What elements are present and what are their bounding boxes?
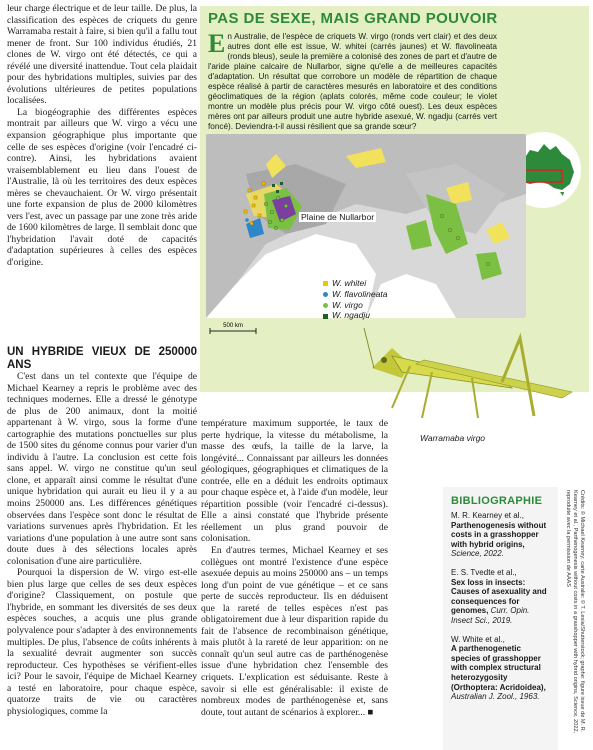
paragraph: leur charge électrique et de leur taille. De plus, la classification des espèces de criquets du genre Warramaba restait à faire, si bien qu'il a fallu tout mener de front. Sur 100 individus étudiés, 21 clones de W. virgo ont été détectés, ce qui a révélé une diversité inattendue. Tout cela plaidait pour des hybridations multiples, suivies par des évolutions ultérieures de petites populations localisées. [7, 3, 197, 107]
credits-text: Crédits: © Michael Kearney; carte Australie: © T. Lesia/Shutterstock; graphe: figure issue de M. R. Kearney et al., Parthenogenesis without costs in a grasshopper with hybrid origins, Science, 2022, reproduite avec la permission de AAAS [565, 490, 585, 734]
scale-label: 500 km [223, 323, 243, 329]
bibliography-title: BIBLIOGRAPHIE [451, 495, 543, 507]
map-label-nullarbor: Plaine de Nullarbor [301, 212, 375, 222]
article-column-1 [7, 3, 197, 269]
bibliography-box [443, 487, 558, 750]
article-column-2 [201, 418, 388, 718]
dropcap: E [208, 29, 226, 58]
scale-bar [206, 319, 276, 339]
article-column-1-continued [7, 346, 197, 717]
legend-item: W. flavolineata [323, 289, 387, 300]
reference-item: W. White et al., A parthenogenetic species of grasshopper with complex structural heterozygosity (Orthoptera: Acridoidea), Australian J. Zool., 1963. [451, 634, 546, 702]
legend-circle-icon [323, 292, 328, 297]
box-text [208, 29, 497, 132]
paragraph: C'est dans un tel contexte que l'équipe de Michael Kearney a repris le problème avec des techniques modernes. Elle a dressé le génotype de plus de 200 animaux, dont la moitié appartenant à W. virgo, sous la forme d'une cartographie des mutations ponctuelles sur plus de 1500 sites du génome connus pour varier d'un individu à l'autre. La conclusion est cette fois sans appel. W. virgo ne constitue qu'un seul clone, et apparaît ainsi comme le résultat d'une unique hybridation qui aurait eu lieu il y a au moins 250000 ans. Les différences génétiques observées dans l'espèce sont donc le résultat de variations survenues après l'hybridation. Et les variations d'une population à une autre sont sans doute dues à des sélections locales après colonisation d'une aire particulière. [7, 371, 197, 567]
image-caption: Warramaba virgo [420, 433, 486, 443]
paragraph: température maximum supportée, le taux de perte hydrique, la vitesse du métabolisme, la masse des œufs, la taille de la larve, la longévité... Connaissant par ailleurs les données géologiques, géographiques et climatiques de la contrée, elle en a déduit les endroits optimaux pour chaque espèce et, à l'aide d'un modèle, leur répartition possible (voir l'encadré ci-dessus). Elle a ainsi constaté que l'hybride présente réellement un plus grand pouvoir de colonisation. [201, 418, 388, 545]
section-subheading: UN HYBRIDE VIEUX DE 250000 ANS [7, 346, 197, 371]
image-credits [559, 490, 589, 745]
paragraph: En d'autres termes, Michael Kearney et ses collègues ont montré l'existence d'une espèce asexuée depuis au moins 250000 ans – un temps long d'un point de vue génétique – et ce sans perte de succès reproducteur. Ils en déduisent que la rareté de telles espèces n'est pas obligatoirement due à leur disparition rapide du fait de l'absence de recombinaison génétique, mais plutôt à la rareté de leur apparition: on ne connaît qu'un seul autre cas de parthénogenèse issue d'une hybridation chez l'ensemble des criquets. L'explication est séduisante. Reste à savoir si elle est généralisable: il existe de nombreux modes de parthénogenèse et, sans doute, tout autant de scénarios à explorer... ■ [201, 545, 388, 718]
reference-item: M. R. Kearney et al., Parthenogenesis without costs in a grasshopper with hybrid origins, Science, 2022. [451, 511, 547, 559]
grasshopper-illustration [362, 268, 593, 422]
legend-item: W. virgo [323, 300, 387, 311]
reference-item: E. S. Tvedte et al., Sex loss in insects: Causes of asexuality and consequences for genomes, Curr. Opin. Insect Sci., 2019. [451, 567, 547, 625]
legend-circle-icon [323, 303, 328, 308]
box-title: PAS DE SEXE, MAIS GRAND POUVOIR [208, 10, 498, 27]
box-body: n Australie, de l'espèce de criquets W. virgo (ronds vert clair) et des deux autres dont elle est issue, W. whitei (carrés jaunes) et W. flavolineata (ronds bleus), seule la première a colonisé des zones de part et d'autre de l'aride plaine calcaire de Nullarbor, signe qu'elle a de meilleures capacités d'adaptation. Un résultat que corrobore un modèle de répartition de chaque espèce réalisé à partir de caractères mesurés en laboratoire et des conditions géoclimatiques de la région (aplats colorés, même code couleur; le violet montre un modèle plus précis pour W. virgo côté ouest). Les deux espèces mères ont par ailleurs produit une autre hybride asexué, W. ngadju (carrés vert foncé). Deviendra-t-il aussi résilient que sa grande sœur? [208, 32, 497, 131]
paragraph: La biogéographie des différentes espèces montrait par ailleurs que W. virgo a vécu une expansion géographique plus importante que celle de ses espèces d'origine (voir l'encadré ci-contre). Ainsi, les hybridations avaient vraisemblablement eu lieu dans l'ouest de l'Australie, là où les territoires des deux espèces mères se chevauchaient. Or W. virgo présentait une forte expansion de plus de 2000 kilomètres vers l'est, avec un passage par une zone très aride de 1600 kilomètres de large. Il semblait donc que l'hybridation l'avait doté de capacités d'adaptation supérieures à celles des espèces d'origine. [7, 106, 197, 269]
legend-square-icon [323, 281, 328, 286]
paragraph: Pourquoi la dispersion de W. virgo est-elle bien plus large que celles de ses deux espèces d'origine? Classiquement, on postule que l'hybride, en sommant les diversités de ses deux espèces souches, a acquis une plus grande polyvalence pour s'adapter à des environnements multiples. De plus, l'absence de coûts inhérents à la sexualité devrait augmenter son succès reproducteur. Ces hypothèses se vérifient-elles ici? Pour le savoir, l'équipe de Michael Kearney a testé en laboratoire, pour chaque espèce, quatorze traits de vie ou caractères physiologiques, comme la [7, 567, 197, 717]
legend-square-icon [323, 314, 328, 319]
legend-item: W. ngadju [323, 310, 387, 321]
legend-item: W. whitei [323, 278, 387, 289]
